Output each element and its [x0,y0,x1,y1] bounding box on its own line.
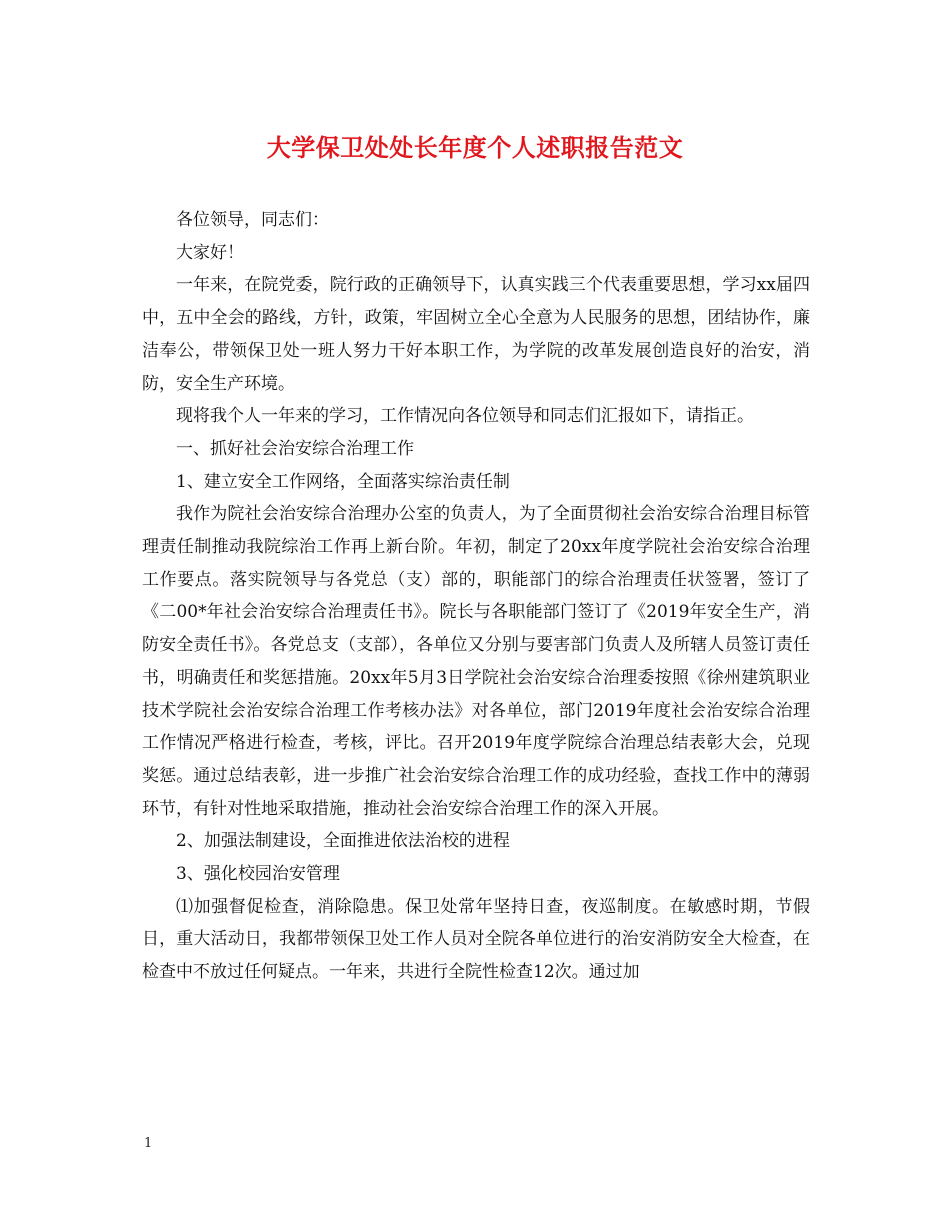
document-title: 大学保卫处处长年度个人述职报告范文 [266,133,684,162]
section-heading-1: 一、抓好社会治安综合治理工作 [176,438,414,459]
page-number: 1 [144,1136,153,1151]
document-body [142,204,810,989]
greeting: 大家好！ [176,242,244,263]
salutation: 各位领导，同志们： [176,210,329,230]
subsection-heading-1: 1、建立安全工作网络，全面落实综治责任制 [176,471,510,492]
body-paragraph: ⑴加强督促检查，消除隐患。保卫处常年坚持日查，夜巡制度。在敏感时期，节假日，重大活动日，我都带领保卫处工作人员对全院各单位进行的治安消防安全大检查，在检查中不放过任何疑点。一年来，共进行全院性检查12次。通过加 [142,896,810,983]
intro-paragraph: 一年来，在院党委，院行政的正确领导下，认真实践三个代表重要思想，学习xx届四中，五中全会的路线，方针，政策，牢固树立全心全意为人民服务的思想，团结协作，廉洁奉公，带领保卫处一班人努力干好本职工作，为学院的改革发展创造良好的治安，消防，安全生产环境。 [142,275,810,394]
subsection-heading-2: 2、加强法制建设，全面推进依法治校的进程 [176,831,510,852]
body-paragraph: 我作为院社会治安综合治理办公室的负责人，为了全面贯彻社会治安综合治理目标管理责任制推动我院综治工作再上新台阶。年初，制定了20xx年度学院社会治安综合治理工作要点。落实院领导与各党总（支）部的，职能部门的综合治理责任状签署，签订了《二00*年社会治安综合治理责任书》。院长与各职能部门签订了《2019年安全生产，消防安全责任书》。各党总支（支部），各单位又分别与要害部门负责人及所辖人员签订责任书，明确责任和奖惩措施。20xx年5月3日学院社会治安综合治理委按照《徐州建筑职业技术学院社会治安综合治理工作考核办法》对各单位，部门2019年度社会治安综合治理工作情况严格进行检查，考核，评比。召开2019年度学院综合治理总结表彰大会，兑现奖惩。通过总结表彰，进一步推广社会治安综合治理工作的成功经验，查找工作中的薄弱环节，有针对性地采取措施，推动社会治安综合治理工作的深入开展。 [142,504,810,819]
subsection-heading-3: 3、强化校园治安管理 [176,864,340,885]
report-statement: 现将我个人一年来的学习，工作情况向各位领导和同志们汇报如下，请指正。 [176,406,754,427]
